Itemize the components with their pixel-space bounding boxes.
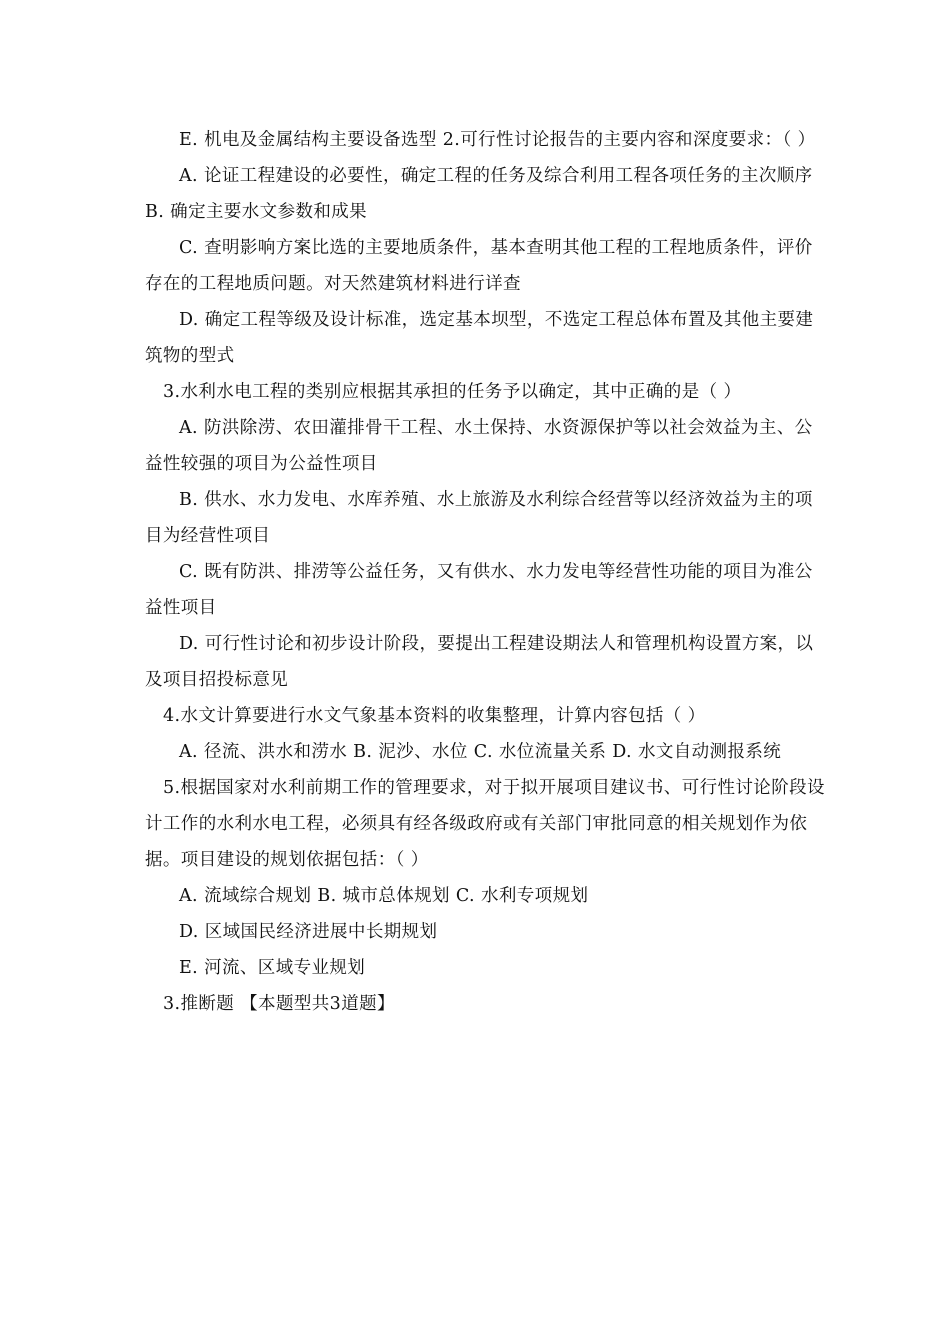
question-paragraph: 4.水文计算要进行水文气象基本资料的收集整理，计算内容包括（ ） bbox=[163, 706, 706, 726]
option-paragraph: A. 论证工程建设的必要性，确定工程的任务及综合利用工程各项任务的主次顺序 B. 确定主要水文参数和成果 bbox=[145, 166, 813, 222]
section-heading: 3.推断题 【本题型共3道题】 bbox=[163, 994, 395, 1014]
option-paragraph: E. 河流、区域专业规划 bbox=[179, 958, 366, 978]
option-paragraph: D. 确定工程等级及设计标准，选定基本坝型，不选定工程总体布置及其他主要建筑物的型式 bbox=[145, 310, 814, 366]
option-paragraph: A. 防洪除涝、农田灌排骨干工程、水土保持、水资源保护等以社会效益为主、公益性较强的项目为公益性项目 bbox=[145, 418, 813, 474]
option-paragraph: B. 供水、水力发电、水库养殖、水上旅游及水利综合经营等以经济效益为主的项目为经营性项目 bbox=[145, 490, 813, 546]
option-paragraph: D. 区域国民经济进展中长期规划 bbox=[179, 922, 438, 942]
option-paragraph: E. 机电及金属结构主要设备选型 2.可行性讨论报告的主要内容和深度要求：（ ） bbox=[179, 130, 816, 150]
question-paragraph: 5.根据国家对水利前期工作的管理要求，对于拟开展项目建议书、可行性讨论阶段设计工作的水利水电工程，必须具有经各级政府或有关部门审批同意的相关规划作为依据。项目建设的规划依据包括：（ ） bbox=[145, 778, 825, 870]
option-paragraph: A. 流域综合规划 B. 城市总体规划 C. 水利专项规划 bbox=[179, 886, 589, 906]
document-body bbox=[145, 122, 825, 1022]
option-paragraph: C. 既有防洪、排涝等公益任务，又有供水、水力发电等经营性功能的项目为准公益性项目 bbox=[145, 562, 813, 618]
option-paragraph: D. 可行性讨论和初步设计阶段，要提出工程建设期法人和管理机构设置方案，以及项目招投标意见 bbox=[145, 634, 814, 690]
question-paragraph: 3.水利水电工程的类别应根据其承担的任务予以确定，其中正确的是（ ） bbox=[163, 382, 742, 402]
option-paragraph: A. 径流、洪水和涝水 B. 泥沙、水位 C. 水位流量关系 D. 水文自动测报系统 bbox=[179, 742, 782, 762]
option-paragraph: C. 查明影响方案比选的主要地质条件，基本查明其他工程的工程地质条件，评价存在的工程地质问题。对天然建筑材料进行详查 bbox=[145, 238, 813, 294]
